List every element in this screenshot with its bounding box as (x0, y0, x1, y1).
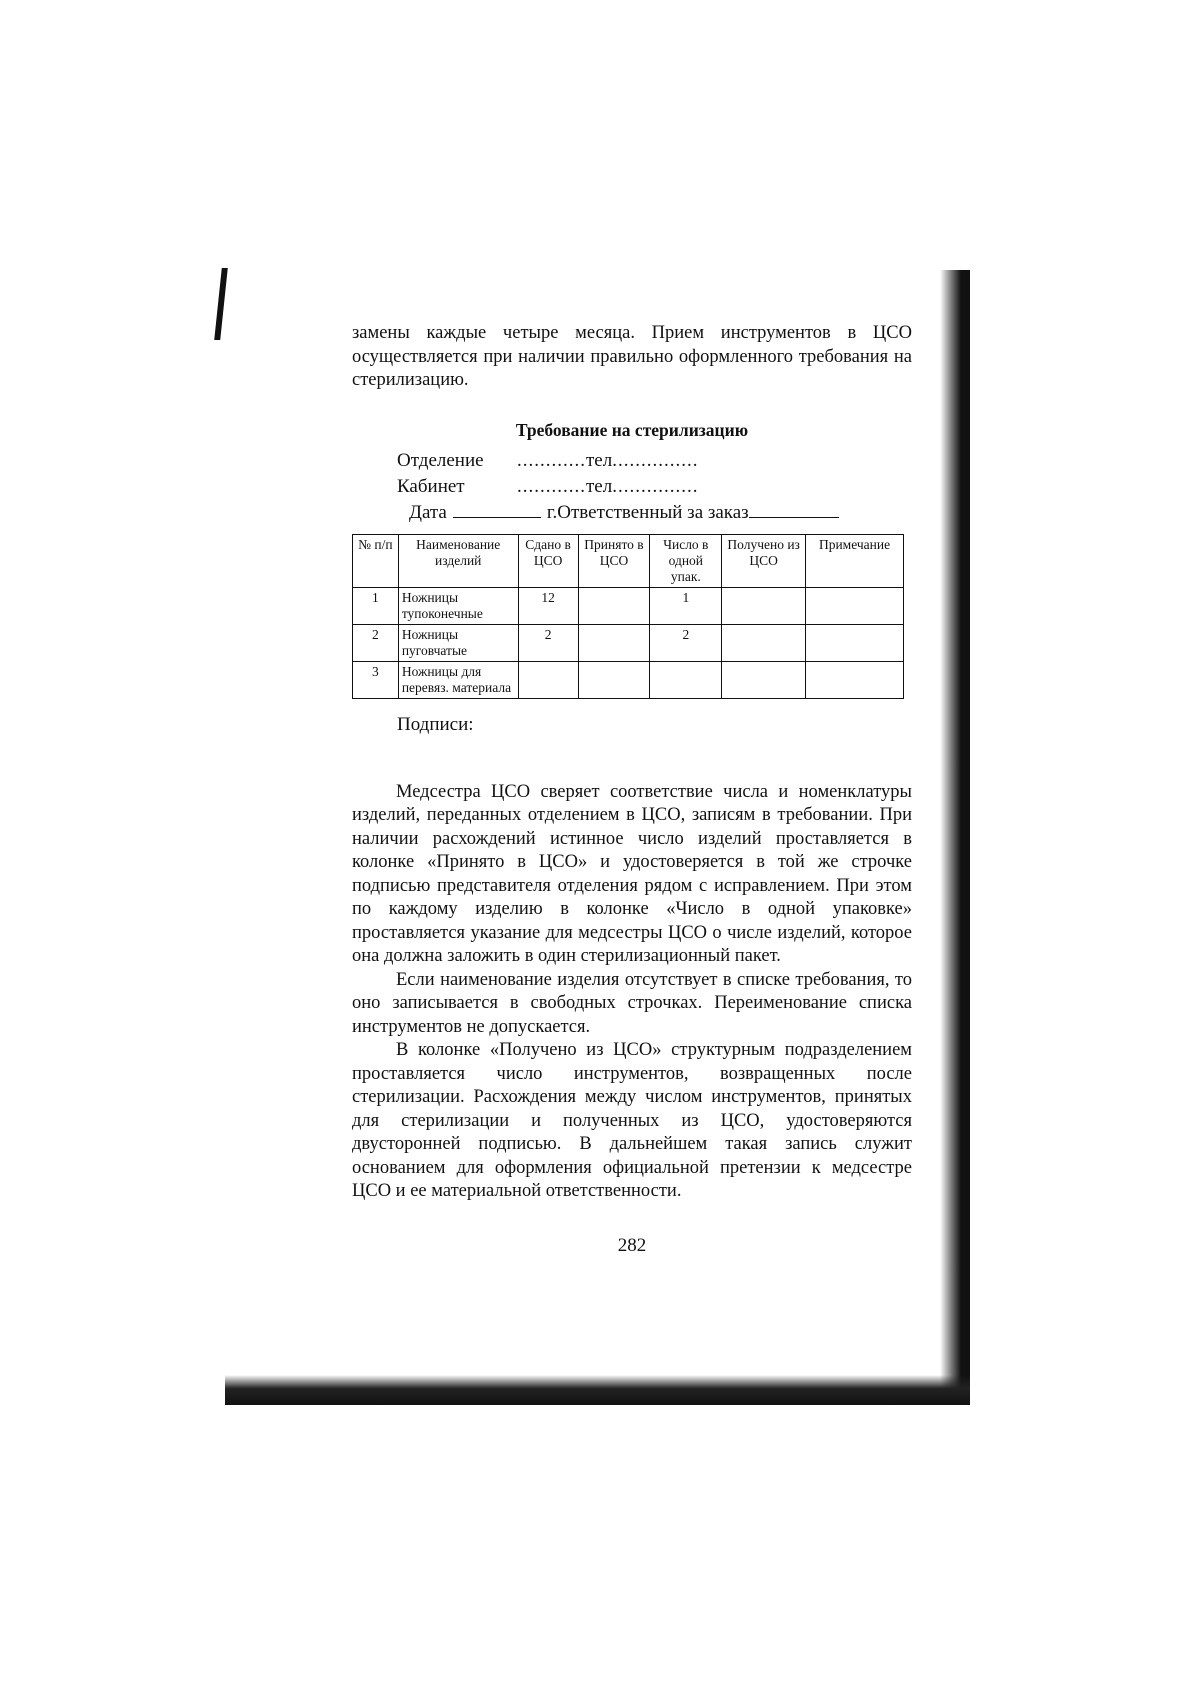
table-row (353, 625, 904, 662)
date-label: Дата (409, 502, 447, 523)
body-paragraph: В колонке «Получено из ЦСО» структурным подразделением проставляется число инструментов, возвращенных после стерилизации. Расхождения между числом инструментов, принятых для стерилизации и полученных из ЦСО, удостоверяются двусторонней подписью. В дальнейшем такая запись служит основанием для оформления официальной претензии к медсестре ЦСО и ее материальной ответственности. (352, 1040, 912, 1201)
page-number: 282 (617, 1234, 647, 1256)
cell-per-package (650, 662, 722, 699)
date-row (352, 500, 912, 526)
cell-per-package: 1 (650, 588, 722, 625)
cell-submitted: 12 (518, 588, 578, 625)
cabinet-row (352, 474, 912, 500)
cell-received (722, 662, 806, 699)
intro-paragraph: замены каждые четыре месяца. Прием инструментов в ЦСО осуществляется при наличии правильно оформленного требования на стерилизацию. (352, 323, 912, 390)
table-header-row (353, 535, 904, 588)
table-row (353, 588, 904, 625)
responsible-label: Ответственный за заказ (557, 502, 749, 523)
header-accepted: Принято в ЦСО (578, 535, 650, 588)
table-row (353, 662, 904, 699)
requisition-table (352, 534, 904, 699)
header-submitted: Сдано в ЦСО (518, 535, 578, 588)
year-suffix: г. (546, 502, 558, 523)
cell-received (722, 588, 806, 625)
cabinet-dots: ............ (517, 476, 586, 497)
cabinet-phone-dots: ............... (612, 476, 699, 497)
signatures-label: Подписи: (397, 714, 474, 735)
cell-number: 3 (353, 662, 399, 699)
scan-shadow-bottom (225, 1375, 970, 1405)
cell-received (722, 625, 806, 662)
date-blank (453, 500, 541, 518)
header-per-package: Число в одной упак. (650, 535, 722, 588)
body-paragraph: Если наименование изделия отсутствует в списке требования, то оно записывается в свободных строчках. Переименование списка инструментов не допускается. (352, 969, 912, 1037)
cabinet-phone-label: тел (586, 476, 613, 497)
department-phone-label: тел (586, 450, 613, 471)
department-label: Отделение (397, 450, 484, 471)
cell-item-name: Ножницы тупоконечные (398, 588, 518, 625)
cell-item-name: Ножницы для перевяз. материала (398, 662, 518, 699)
cell-submitted (518, 662, 578, 699)
header-item-name: Наименование изделий (398, 535, 518, 588)
cell-number: 1 (353, 588, 399, 625)
cell-note (806, 625, 904, 662)
form-title: Требование на стерилизацию (515, 419, 749, 440)
cell-note (806, 588, 904, 625)
cell-submitted: 2 (518, 625, 578, 662)
department-phone-dots: ............... (612, 450, 699, 471)
header-note: Примечание (806, 535, 904, 588)
cell-accepted (578, 625, 650, 662)
scan-shadow-right (940, 270, 970, 1390)
department-row (352, 448, 912, 474)
cell-accepted (578, 588, 650, 625)
cabinet-label: Кабинет (397, 476, 465, 497)
cell-item-name: Ножницы пуговчатые (398, 625, 518, 662)
cell-number: 2 (353, 625, 399, 662)
header-received: Получено из ЦСО (722, 535, 806, 588)
cell-per-package: 2 (650, 625, 722, 662)
cell-accepted (578, 662, 650, 699)
cell-note (806, 662, 904, 699)
book-page (352, 322, 912, 1257)
responsible-blank (749, 500, 839, 518)
scan-artifact-left (214, 268, 228, 340)
header-number: № п/п (353, 535, 399, 588)
body-paragraph: Медсестра ЦСО сверяет соответствие числа и номенклатуры изделий, переданных отделением в ЦСО, записям в требовании. При наличии расхождений истинное число изделий проставляется в колонке «Принято в ЦСО» и удостоверяется в той же строчке подписью представителя отделения рядом с исправлением. При этом по каждому изделию в колонке «Число в одной упаковке» проставляется указание для медсестры ЦСО о числе изделий, которое она должна заложить в один стерилизационный пакет. (352, 781, 912, 966)
department-dots: ............ (517, 450, 586, 471)
